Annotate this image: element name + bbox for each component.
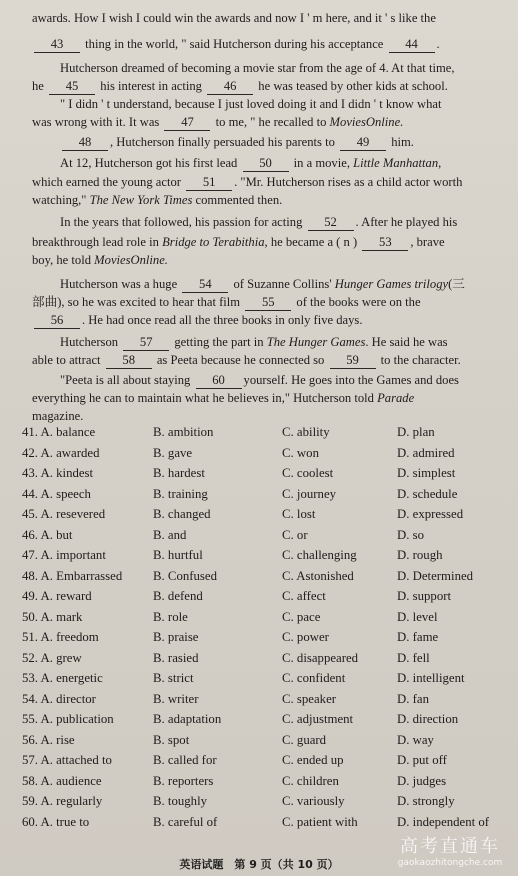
question-row [22,791,516,811]
option-c: C. ability [282,425,330,439]
blank-52: 52 [308,214,354,231]
blank-46: 46 [207,78,253,95]
option-c: C. journey [282,486,337,501]
passage-line [60,60,510,76]
text: , brave [410,235,445,249]
question-row [22,689,516,709]
option-d: D. simplest [397,466,456,480]
question-row [22,730,516,750]
blank-48: 48 [62,134,108,151]
option-c: C. power [282,630,329,644]
text: . "Mr. Hutcherson rises as a child actor worth [234,175,463,189]
question-number-option-a: 59. A. regularly [22,794,103,808]
passage-line [60,134,510,151]
text: watching," [32,193,87,207]
question-row [22,668,516,688]
option-c: C. Astonished [282,568,354,583]
text: his interest in acting [100,79,202,93]
option-c: C. ended up [282,753,344,767]
passage-line [60,276,510,293]
option-d: D. Determined [397,568,474,583]
question-number-option-a: 42. A. awarded [22,445,100,460]
blank-54: 54 [182,276,228,293]
text: of the books were on the [296,295,421,309]
option-c: C. adjustment [282,712,354,726]
question-number-option-a: 51. A. freedom [22,630,99,644]
text: Little Manhattan, [353,156,442,170]
blank-58: 58 [106,352,152,369]
option-c: C. or [282,527,308,542]
option-b: B. training [153,486,208,501]
option-d: D. support [397,589,452,603]
text: Hunger Games trilogy [334,277,449,291]
option-c: C. children [282,773,339,788]
blank-57: 57 [123,334,169,351]
passage-line [32,192,510,208]
question-number-option-a: 52. A. grew [22,650,82,665]
question-number-option-a: 50. A. mark [22,609,83,624]
question-row [22,648,516,668]
option-b: B. called for [153,753,217,767]
text: Bridge to Terabithia [162,235,265,249]
blank-60: 60 [196,372,242,389]
option-b: B. defend [153,589,203,603]
option-b: B. careful of [153,814,218,829]
question-number-option-a: 60. A. true to [22,814,90,829]
text: . After he played his [355,215,458,229]
question-row [22,566,516,586]
option-c: C. guard [282,732,327,747]
option-b: B. role [153,609,188,624]
blank-44: 44 [389,36,435,53]
option-d: D. direction [397,712,459,726]
question-number-option-a: 46. A. but [22,527,73,542]
option-d: D. plan [397,425,435,439]
passage-line [60,155,510,172]
option-b: B. writer [153,691,199,706]
text: commented then. [195,193,283,207]
option-c: C. disappeared [282,650,359,665]
text: everything he can to maintain what he believes in," Hutcherson told [32,391,374,405]
text: able to attract [32,353,101,367]
question-row [22,812,516,832]
text: which earned the young actor [32,175,181,189]
text: The Hunger Games [266,335,366,349]
option-d: D. so [397,527,425,542]
option-d: D. judges [397,773,447,788]
text: breakthrough lead role in [32,235,159,249]
passage-line [32,390,510,406]
option-b: B. praise [153,630,199,644]
option-d: D. fame [397,630,439,644]
question-row [22,422,516,442]
question-number-option-a: 54. A. director [22,691,96,706]
blank-47: 47 [164,114,210,131]
question-number-option-a: 44. A. speech [22,486,91,501]
text: as Peeta because he connected so [156,353,325,367]
option-d: D. put off [397,753,447,767]
option-c: C. won [282,445,319,460]
passage-line [60,96,510,112]
option-b: B. and [153,527,187,542]
text: (三 [448,277,465,291]
passage-line [32,114,510,131]
question-number-option-a: 43. A. kindest [22,466,94,480]
option-d: D. level [397,609,438,624]
question-row [22,443,516,463]
text: thing in the world, " said Hutcherson during his acceptance [85,37,384,51]
text: of Suzanne Collins' [233,277,332,291]
passage-line [32,10,510,26]
option-c: C. pace [282,609,321,624]
question-row [22,750,516,770]
option-c: C. challenging [282,548,357,562]
question-number-option-a: 55. A. publication [22,712,114,726]
blank-53: 53 [362,234,408,251]
passage-line [32,252,510,268]
question-number-option-a: 53. A. energetic [22,671,103,685]
option-b: B. adaptation [153,712,222,726]
text: . He had once read all the three books in only five days. [82,313,363,327]
text: The New York Times [89,193,193,207]
option-d: D. rough [397,548,443,562]
passage-line [32,294,510,311]
text: he [32,79,44,93]
text: boy, he told [32,253,91,267]
text: was wrong with it. It was [32,115,160,129]
watermark-title: 高考直通车 [400,836,500,857]
text: him. [391,135,414,149]
text: MoviesOnline. [329,115,404,129]
question-row [22,484,516,504]
option-c: C. affect [282,589,326,603]
text: to the character. [380,353,461,367]
option-b: B. reporters [153,773,214,788]
text: in a movie, [293,156,350,170]
option-b: B. hardest [153,466,205,480]
passage-line [32,312,510,329]
question-row [22,463,516,483]
text: yourself. He goes into the Games and does [243,373,459,387]
text: magazine. [32,409,84,423]
blank-56: 56 [34,312,80,329]
option-b: B. rasied [153,650,199,665]
question-number-option-a: 48. A. Embarrassed [22,568,123,583]
passage-line [32,78,510,95]
blank-59: 59 [330,352,376,369]
option-c: C. coolest [282,466,334,480]
passage-line [60,372,510,389]
question-row [22,545,516,565]
passage-line [32,352,510,369]
text: " I didn ' t understand, because I just loved doing it and I didn ' t know what [60,97,442,111]
option-d: D. intelligent [397,671,465,685]
page-footer: 英语试题 第 9 页（共 10 页） [179,858,339,871]
text: Hutcherson was a huge [60,277,178,291]
text: At 12, Hutcherson got his first lead [60,156,238,170]
option-d: D. schedule [397,486,458,501]
option-c: C. confident [282,671,346,685]
blank-45: 45 [49,78,95,95]
option-c: C. patient with [282,814,358,829]
text: 部曲), so he was excited to hear that film [32,295,241,309]
option-d: D. independent of [397,814,490,829]
text: Hutcherson dreamed of becoming a movie star from the age of 4. At that time, [60,61,455,75]
question-number-option-a: 47. A. important [22,548,106,562]
passage-line [32,36,510,53]
option-d: D. way [397,732,434,747]
blank-50: 50 [243,155,289,172]
blank-51: 51 [186,174,232,191]
blank-55: 55 [245,294,291,311]
passage-line [32,174,510,191]
text: to me, " he recalled to [215,115,327,129]
question-row [22,525,516,545]
watermark-url: gaokaozhitongche.com [397,858,503,868]
text: , he became a ( n ) [264,235,358,249]
option-b: B. changed [153,507,211,521]
option-b: B. Confused [153,568,217,583]
option-d: D. fan [397,691,429,706]
blank-49: 49 [340,134,386,151]
text: , Hutcherson finally persuaded his parents to [110,135,335,149]
question-row [22,709,516,729]
question-number-option-a: 49. A. reward [22,589,92,603]
option-c: C. speaker [282,691,337,706]
passage-line [60,334,510,351]
blank-43: 43 [34,36,80,53]
passage-line [32,234,510,251]
option-d: D. strongly [397,794,455,808]
watermark-logo [390,836,510,869]
text: . He said he was [365,335,448,349]
question-number-option-a: 57. A. attached to [22,753,112,767]
question-row [22,771,516,791]
text: Hutcherson [60,335,119,349]
option-b: B. gave [153,445,193,460]
text: In the years that followed, his passion for acting [60,215,303,229]
question-number-option-a: 58. A. audience [22,773,102,788]
option-b: B. hurtful [153,548,203,562]
option-d: D. expressed [397,507,464,521]
option-b: B. ambition [153,425,214,439]
question-row [22,627,516,647]
text: . [436,37,440,51]
text: getting the part in [174,335,264,349]
passage-line [60,214,510,231]
option-d: D. fell [397,650,430,665]
question-number-option-a: 45. A. resevered [22,507,106,521]
option-c: C. variously [282,794,345,808]
question-row [22,586,516,606]
text: MoviesOnline. [94,253,168,267]
question-row [22,504,516,524]
question-number-option-a: 41. A. balance [22,425,96,439]
option-b: B. strict [153,671,194,685]
text: he was teased by other kids at school. [258,79,448,93]
option-c: C. lost [282,507,316,521]
text: awards. How I wish I could win the awards and now I ' m here, and it ' s like the [32,11,436,25]
option-b: B. spot [153,732,190,747]
question-number-option-a: 56. A. rise [22,732,75,747]
option-d: D. admired [397,445,455,460]
text: "Peeta is all about staying [60,373,191,387]
option-b: B. toughly [153,794,208,808]
question-row [22,607,516,627]
text: Parade [377,391,415,405]
